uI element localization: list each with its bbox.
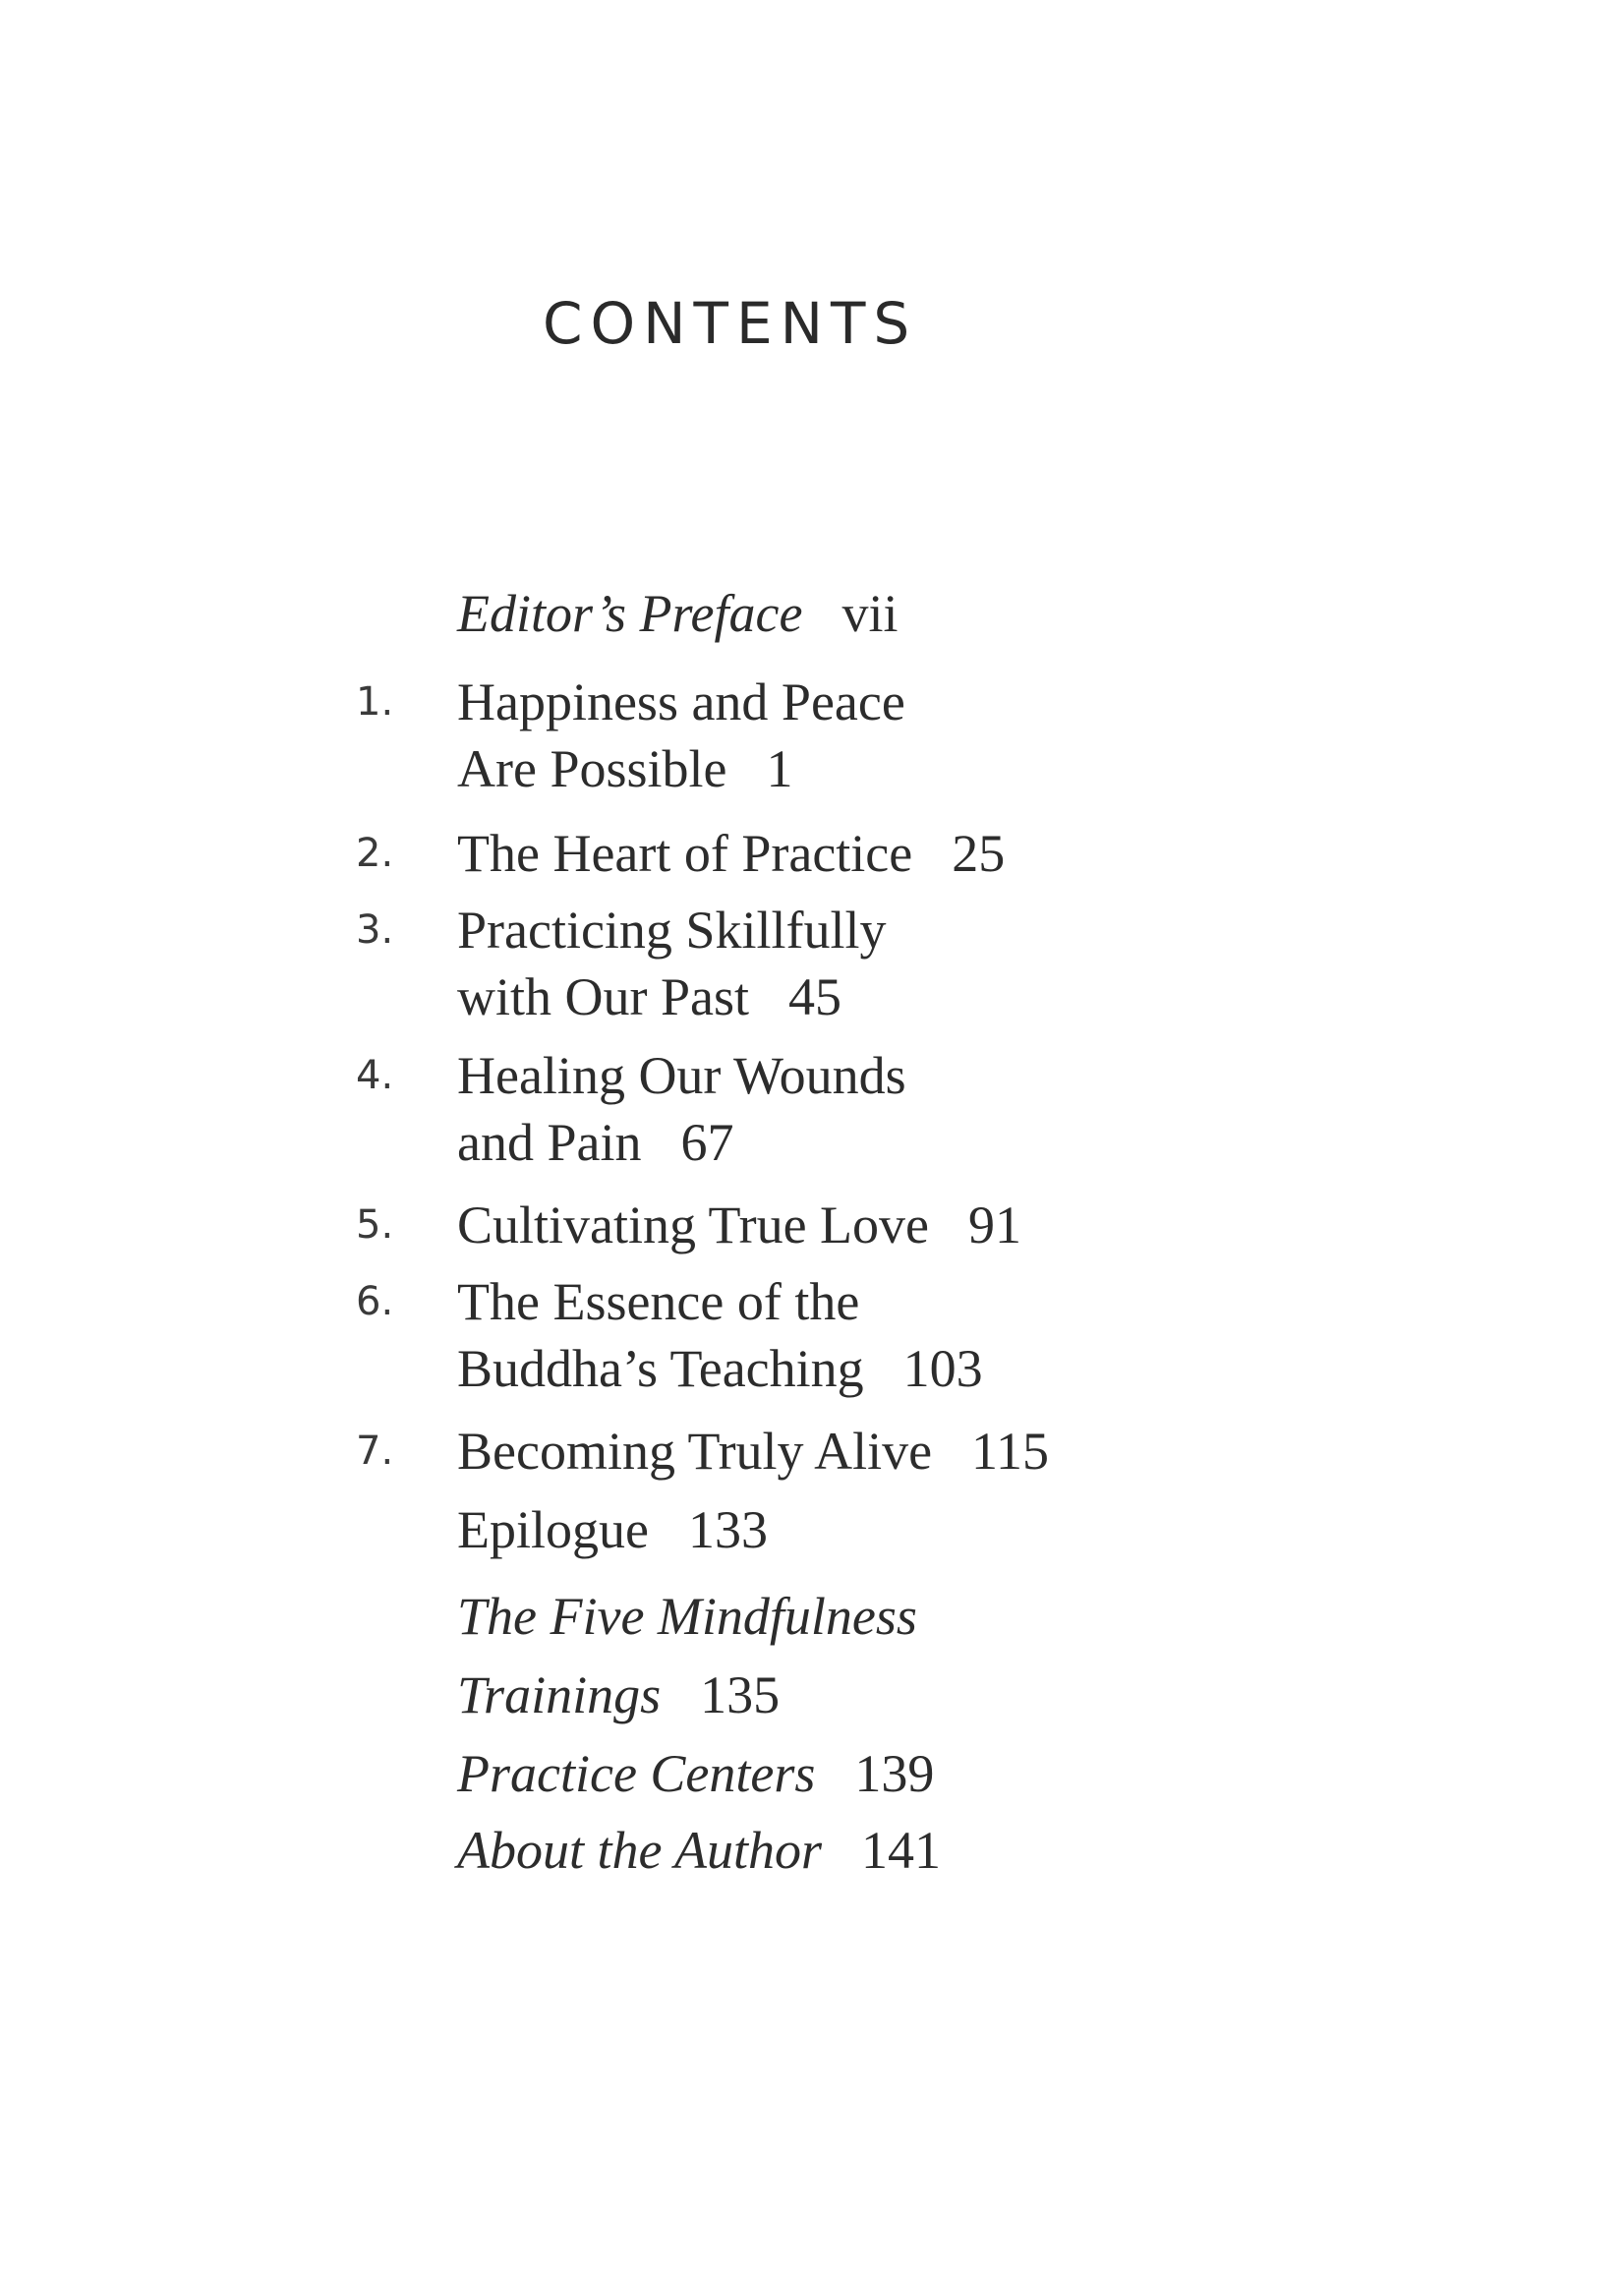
toc-entry-page: 135: [700, 1665, 781, 1724]
toc-entry-title: The Five Mindfulness: [457, 1587, 917, 1646]
toc-entry-title: Healing Our Wounds: [457, 1046, 906, 1105]
toc-entry-number: 2.: [356, 831, 394, 876]
toc-entry-title: Practicing Skillfully: [457, 901, 887, 960]
toc-entry-title: Becoming Truly Alive: [457, 1422, 933, 1481]
toc-entry-title-line2: with Our Past: [457, 967, 749, 1026]
toc-entry-page: 67: [680, 1113, 734, 1172]
toc-entry-title-line2: Buddha’s Teaching: [457, 1339, 864, 1398]
toc-entry-number: 4.: [356, 1053, 394, 1098]
toc-entry-page: 141: [861, 1821, 941, 1880]
toc-entry-page: 91: [968, 1195, 1022, 1254]
toc-entry-number: 1.: [356, 679, 394, 725]
toc-entry-page: 45: [788, 967, 841, 1026]
toc-entry-title: Editor’s Preface: [457, 584, 803, 643]
toc-entry-page: 139: [854, 1744, 935, 1803]
toc-entry-page: 1: [766, 739, 793, 798]
toc-entry-page: 133: [687, 1500, 768, 1559]
toc-entry-title: Practice Centers: [457, 1744, 816, 1803]
toc-entry-title-line2: and Pain: [457, 1113, 642, 1172]
toc-entry-title-line2: Trainings: [457, 1665, 662, 1724]
toc-entry-number: 7.: [356, 1429, 394, 1474]
toc-entry-page: 25: [952, 824, 1006, 883]
toc-entry-title: Happiness and Peace: [457, 672, 905, 731]
contents-heading: CONTENTS: [543, 290, 918, 357]
toc-entry-page: 103: [902, 1339, 983, 1398]
toc-entry-title: Epilogue: [457, 1500, 649, 1559]
toc-entry-page: 115: [971, 1422, 1050, 1481]
toc-entry-title: The Essence of the: [457, 1272, 860, 1331]
toc-entry-number: 3.: [356, 907, 394, 953]
toc-entry-title: Cultivating True Love: [457, 1195, 930, 1254]
toc-entry-title: About the Author: [457, 1821, 822, 1880]
toc-entry-title-line2: Are Possible: [457, 739, 727, 798]
toc-entry-title: The Heart of Practice: [457, 824, 913, 883]
toc-entry-number: 5.: [356, 1202, 394, 1248]
toc-entry-page: vii: [841, 584, 899, 643]
toc-entry-number: 6.: [356, 1279, 394, 1324]
